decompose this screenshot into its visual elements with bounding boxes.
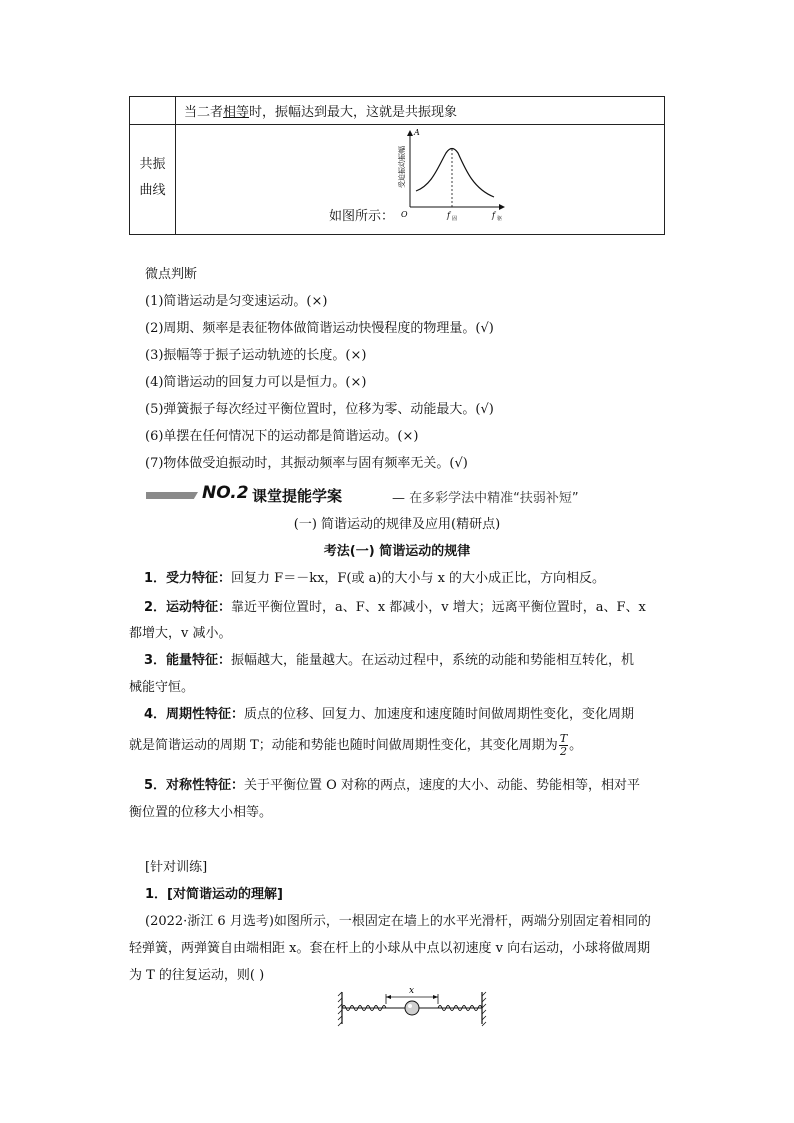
judgement-item: (7)物体做受迫振动时，其振动频率与固有频率无关。(√) xyxy=(145,456,468,471)
label-line2: 曲线 xyxy=(139,183,166,198)
question-1-source: (2022·浙江 6 月选考) xyxy=(145,914,274,929)
origin-label: O xyxy=(401,210,408,219)
resonance-curve-graph xyxy=(400,127,510,225)
row1-prefix: 当二者 xyxy=(184,105,224,120)
point-4-cont xyxy=(129,733,582,758)
ball xyxy=(405,1001,419,1015)
x-axis-label: f xyxy=(492,211,495,220)
judgement-heading: 微点判断 xyxy=(145,267,198,282)
resonance-table xyxy=(129,96,665,235)
table-column-divider xyxy=(175,97,176,234)
point-5-head: 5．对称性特征： xyxy=(144,778,245,793)
point-3 xyxy=(144,649,634,668)
point-4-end: 。 xyxy=(569,738,583,753)
row1-underlined: 相等 xyxy=(223,105,250,120)
table-row-divider xyxy=(130,124,664,125)
point-2-body: 靠近平衡位置时，a、F、x 都减小，v 增大；远离平衡位置时，a、F、x xyxy=(231,600,646,615)
period-fraction xyxy=(559,733,568,758)
banner-title: 课堂提能学案 xyxy=(252,487,343,505)
banner-number: NO.2 xyxy=(202,483,249,503)
point-1 xyxy=(144,567,605,586)
point-4-body: 质点的位移、回复力、加速度和速度随时间做周期性变化，变化周期 xyxy=(244,707,635,722)
y-axis-letter: A xyxy=(414,128,420,137)
curve-caption: 如图所示： xyxy=(329,209,395,224)
left-wall-hatch xyxy=(338,992,342,1026)
question-1-line3: 为 T 的往复运动，则( ) xyxy=(129,968,265,983)
banner-subtitle: — 在多彩学法中精准“扶弱补短” xyxy=(392,491,579,506)
label-line1: 共振 xyxy=(139,157,166,172)
table-row-label xyxy=(130,152,175,204)
point-2 xyxy=(144,596,646,615)
section-banner xyxy=(146,484,666,506)
section-subtitle: 考法(一) 简谐运动的规律 xyxy=(323,544,471,559)
point-3-head: 3．能量特征： xyxy=(144,653,232,668)
judgement-item: (1)简谐运动是匀变速运动。(×) xyxy=(145,294,328,309)
banner-bar xyxy=(146,492,198,499)
point-5-cont: 衡位置的位移大小相等。 xyxy=(129,805,273,820)
point-5 xyxy=(144,774,640,793)
y-axis-label: 受迫振动振幅 xyxy=(398,146,406,188)
ball-highlight xyxy=(408,1004,412,1008)
point-2-cont: 都增大，v 减小。 xyxy=(129,626,232,641)
right-wall-hatch xyxy=(482,992,486,1026)
point-3-cont: 械能守恒。 xyxy=(129,680,195,695)
table-row-resonance-condition xyxy=(184,101,457,120)
point-4-head: 4．周期性特征： xyxy=(144,707,245,722)
practice-heading: [针对训练] xyxy=(145,860,208,875)
point-1-body: 回复力 F＝－kx，F(或 a)的大小与 x 的大小成正比，方向相反。 xyxy=(231,571,606,586)
peak-sub: 固 xyxy=(452,216,458,222)
question-1-line1 xyxy=(145,910,651,929)
question-1-title: 1．[对简谐运动的理解] xyxy=(145,887,283,902)
judgement-item: (5)弹簧振子每次经过平衡位置时，位移为零、动能最大。(√) xyxy=(145,402,494,417)
question-1-line2: 轻弹簧，两弹簧自由端相距 x。套在杆上的小球从中点以初速度 v 向右运动，小球将做周期 xyxy=(129,941,651,956)
judgement-item: (3)振幅等于振子运动轨迹的长度。(×) xyxy=(145,348,367,363)
resonance-curve xyxy=(416,149,494,198)
point-1-head: 1．受力特征： xyxy=(144,571,232,586)
dimension-label: x xyxy=(409,986,415,996)
fraction-denominator: 2 xyxy=(559,745,567,758)
peak-label: f xyxy=(447,211,450,220)
judgement-item: (4)简谐运动的回复力可以是恒力。(×) xyxy=(145,375,367,390)
x-axis-sub: 驱 xyxy=(497,216,503,222)
row1-suffix: 时，振幅达到最大，这就是共振现象 xyxy=(249,105,458,120)
judgement-item: (6)单摆在任何情况下的运动都是简谐运动。(×) xyxy=(145,429,419,444)
point-5-body: 关于平衡位置 O 对称的两点，速度的大小、动能、势能相等，相对平 xyxy=(244,778,640,793)
point-3-body: 振幅越大，能量越大。在运动过程中，系统的动能和势能相互转化，机 xyxy=(231,653,635,668)
section-title: (一) 简谐运动的规律及应用(精研点) xyxy=(293,517,501,532)
question-1-text: 如图所示，一根固定在墙上的水平光滑杆，两端分别固定着相同的 xyxy=(273,914,651,929)
spring-ball-figure xyxy=(336,984,488,1028)
fraction-numerator: T xyxy=(559,732,568,745)
point-4 xyxy=(144,703,634,722)
point-2-head: 2．运动特征： xyxy=(144,600,232,615)
point-4-cont-text: 就是简谐运动的周期 T；动能和势能也随时间做周期性变化，其变化周期为 xyxy=(129,738,558,753)
judgement-item: (2)周期、频率是表征物体做简谐运动快慢程度的物理量。(√) xyxy=(145,321,494,336)
